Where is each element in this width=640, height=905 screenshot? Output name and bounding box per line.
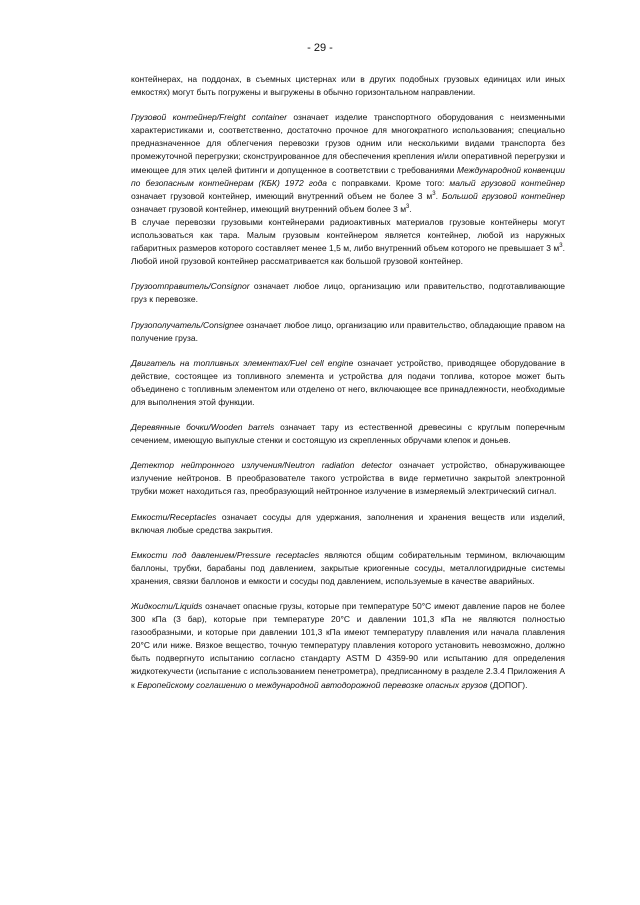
csc-convention-reference: Международной конвенции по безопасным контейнерам (КБК) 1972 года bbox=[131, 164, 565, 188]
term-receptacles: Емкости/Receptacles bbox=[131, 511, 217, 522]
definition-freight-container-radioactive bbox=[131, 216, 565, 268]
term-small-freight-container: малый грузовой контейнер bbox=[449, 177, 565, 188]
term-fuel-cell-engine: Двигатель на топливных элементах/Fuel cell engine bbox=[131, 357, 354, 368]
definition-fuel-cell-engine bbox=[131, 357, 565, 409]
definition-text: означает тару из естественной древесины с круглым поперечным сечением, имеющую выпуклые стенки и состоящую из скрепленных обручами клепок и доньев. bbox=[131, 422, 565, 446]
definition-text: (ДОПОГ). bbox=[487, 679, 528, 690]
definition-text: означает любое лицо, организацию или правительство, подготавливающие груз к перевозке. bbox=[131, 281, 565, 305]
term-wooden-barrels: Деревянные бочки/Wooden barrels bbox=[131, 422, 275, 433]
paragraph-continuation: контейнерах, на поддонах, в съемных цистернах или в других подобных грузовых единицах или иных емкостях) могут быть погружены и выгружены в обычно горизонтальном направлении. bbox=[131, 74, 565, 98]
definition-text: означает грузовой контейнер, имеющий внутренний объем более 3 м bbox=[131, 203, 407, 214]
definition-wooden-barrels bbox=[131, 421, 565, 447]
definition-neutron-detector bbox=[131, 459, 565, 498]
term-large-freight-container: Большой грузовой контейнер bbox=[441, 190, 565, 201]
document-body bbox=[131, 73, 565, 692]
page-number: - 29 - bbox=[307, 42, 333, 54]
definition-text: . bbox=[435, 190, 442, 201]
adr-agreement-reference: Европейскому соглашению о международной автодорожной перевозке опасных грузов bbox=[137, 679, 488, 690]
definition-freight-container bbox=[131, 111, 565, 216]
definition-pressure-receptacles bbox=[131, 549, 565, 588]
definition-text: означает любое лицо, организацию или правительство, обладающие правом на получение груза. bbox=[131, 319, 565, 343]
term-neutron-detector: Детектор нейтронного излучения/Neutron radiation detector bbox=[131, 460, 393, 471]
definition-text: означает сосуды для удержания, заполнения и хранения веществ или изделий, включая любые средства закрытия. bbox=[131, 511, 565, 535]
term-consignee: Грузополучатель/Consignee bbox=[131, 319, 244, 330]
definition-text: означает устройство, обнаруживающее излучение нейтронов. В преобразователе такого устройства в виде герметично закрытой электронной трубки может находиться газ, преобразующий нейтронное излучение в измеряемый электрический сигнал. bbox=[131, 460, 565, 497]
superscript: 3 bbox=[432, 190, 436, 197]
superscript: 3 bbox=[559, 243, 563, 250]
definition-text: . bbox=[409, 203, 412, 214]
definition-text: означает устройство, приводящее оборудование в действие, состоящее из топливного элемента и устройства для подачи топлива, которое может быть объединено с топливным элементом или отделено от него, включающее все принадлежности, необходимые для выполнения этой функции. bbox=[131, 357, 565, 407]
definition-liquids bbox=[131, 600, 565, 692]
term-pressure-receptacles: Емкости под давлением/Pressure receptacles bbox=[131, 549, 320, 560]
definition-text: . Любой иной грузовой контейнер рассматривается как большой грузовой контейнер. bbox=[131, 243, 565, 267]
term-liquids: Жидкости/Liquids bbox=[131, 601, 203, 611]
definition-text: означает грузовой контейнер, имеющий внутренний объем не более 3 м bbox=[131, 190, 433, 201]
definition-text: с поправками. Кроме того: bbox=[327, 177, 450, 188]
superscript: 3 bbox=[406, 204, 410, 211]
definition-text: являются общим собирательным термином, включающим баллоны, трубки, барабаны под давлением, закрытые криогенные сосуды, металлогидридные системы хранения, связки баллонов и емкости и сосуды под давлением, используемые в качестве аварийных. bbox=[131, 549, 565, 586]
term-consignor: Грузоотправитель/Consignor bbox=[131, 281, 250, 292]
definition-consignee bbox=[131, 319, 565, 345]
definition-consignor bbox=[131, 280, 565, 306]
definition-receptacles bbox=[131, 511, 565, 537]
definition-text: означает опасные грузы, которые при температуре 50°C имеют давление паров не более 300 кПа (3 бар), которые при температуре 20°C и давлении 101,3 кПа не являются полностью газообразными, и которые при давлении 101,3 кПа имеют температуру плавления или начала плавления 20°C или ниже. Вязкое вещество, точную температуру плавления которого установить невозможно, должно быть подвергнуто испытанию согласно стандарту ASTM D 4359-90 или испытанию для определения жидкотекучести (испытание с использованием пенетрометра), предписанному в разделе 2.3.4 Приложения A к bbox=[131, 601, 565, 690]
definition-text: означает изделие транспортного оборудования с неизменными характеристиками и, соответственно, достаточно прочное для многократного использования; специально предназначенное для облегчения перевозки грузов одним или несколькими видами транспорта без промежуточной перегрузки; сконструированное для обеспечения крепления и/или оперативной перегрузки и имеющее для этих целей фитинги и допущенное в соответствии с требованиями bbox=[131, 112, 566, 175]
term-freight-container: Грузовой контейнер/Freight container bbox=[131, 112, 287, 123]
definition-text: В случае перевозки грузовыми контейнерами радиоактивных материалов грузовые контейнеры могут использоваться как тара. Малым грузовым контейнером является контейнер, любой из наружных габаритных размеров которого составляет менее 1,5 м, либо внутренний объем которого не превышает 3 м bbox=[131, 216, 565, 254]
